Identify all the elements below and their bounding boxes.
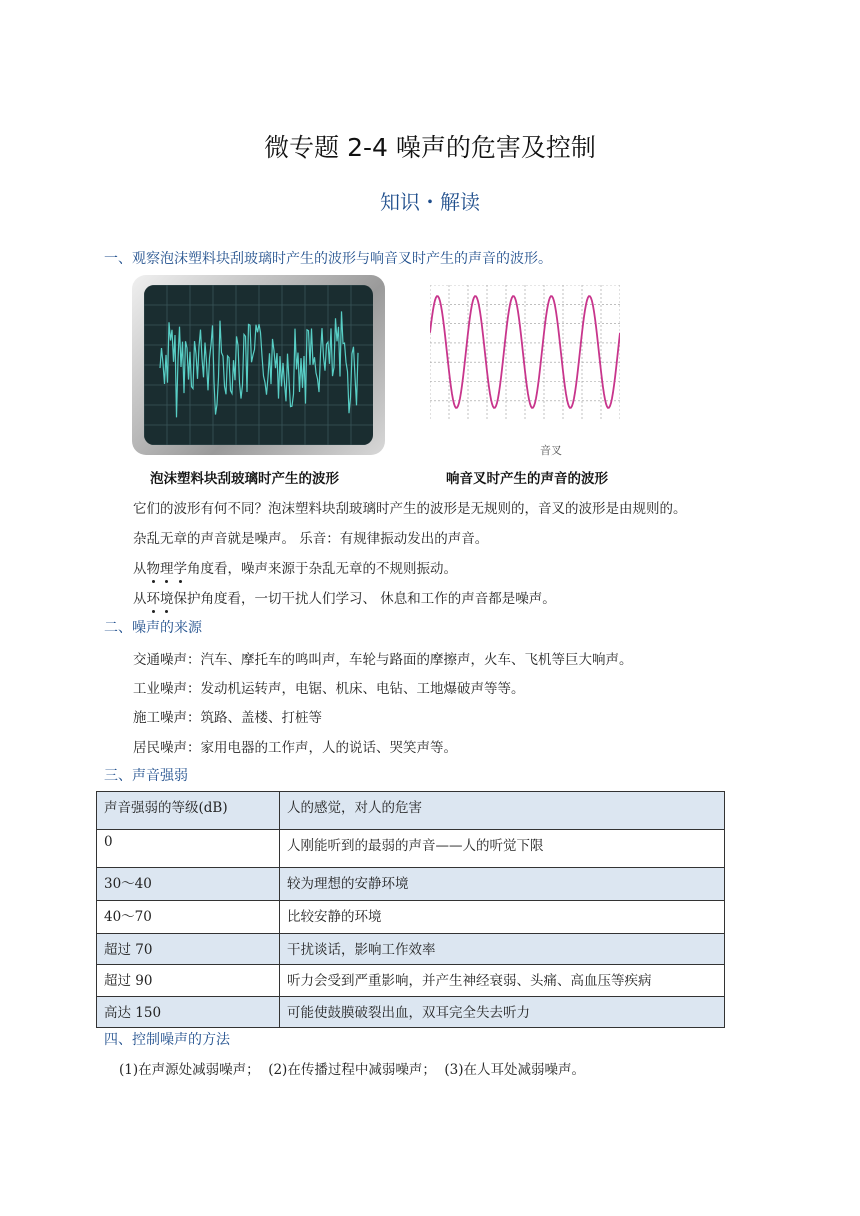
emphasis-char: 环 xyxy=(146,591,160,607)
para4-pre: 从 xyxy=(133,591,147,607)
fork-label: 音叉 xyxy=(540,444,562,457)
table-row xyxy=(97,868,725,901)
noise-source-traffic: 交通噪声：汽车、摩托车的鸣叫声，车轮与路面的摩擦声，火车、飞机等巨大响声。 xyxy=(133,652,633,668)
sound-level-table xyxy=(96,791,725,1028)
para3-pre: 从 xyxy=(133,561,147,577)
table-cell-level: 30～40 xyxy=(97,868,280,901)
sine-wave xyxy=(430,296,620,408)
noise-source-construction: 施工噪声：筑路、盖楼、打桩等 xyxy=(133,710,322,726)
table-row xyxy=(97,934,725,965)
noise-waveform xyxy=(144,285,373,445)
emphasis-physics xyxy=(147,561,188,577)
emphasis-char: 物 xyxy=(146,561,160,577)
table-cell-effect: 人的感觉，对人的危害 xyxy=(280,792,725,830)
table-cell-effect: 干扰谈话，影响工作效率 xyxy=(280,934,725,965)
table-cell-level: 高达 150 xyxy=(97,997,280,1028)
table-row xyxy=(97,901,725,934)
section3-heading: 三、声音强弱 xyxy=(104,768,188,784)
emphasis-char: 境 xyxy=(160,591,174,607)
table-cell-level: 超过 90 xyxy=(97,965,280,997)
table-cell-level: 超过 70 xyxy=(97,934,280,965)
emphasis-char: 理 xyxy=(160,561,174,577)
table-row xyxy=(97,792,725,830)
emphasis-char: 学 xyxy=(173,561,187,577)
para3-post: 角度看，噪声来源于杂乱无章的不规则振动。 xyxy=(187,561,457,577)
caption-noise: 泡沫塑料块刮玻璃时产生的波形 xyxy=(150,471,339,487)
table-cell-effect: 比较安静的环境 xyxy=(280,901,725,934)
table-row xyxy=(97,997,725,1028)
table-cell-level: 40～70 xyxy=(97,901,280,934)
table-cell-effect: 可能使鼓膜破裂出血，双耳完全失去听力 xyxy=(280,997,725,1028)
tuning-fork-waveform xyxy=(430,285,620,420)
section1-heading: 一、观察泡沫塑料块刮玻璃时产生的波形与响音叉时产生的声音的波形。 xyxy=(104,251,552,267)
section2-heading: 二、噪声的来源 xyxy=(104,620,202,636)
section4-heading: 四、控制噪声的方法 xyxy=(104,1032,230,1048)
table-row xyxy=(97,830,725,868)
paragraph-definition: 杂乱无章的声音就是噪声。 乐音：有规律振动发出的声音。 xyxy=(133,531,489,547)
page-title: 微专题 2-4 噪声的危害及控制 xyxy=(264,133,596,162)
paragraph-compare: 它们的波形有何不同？泡沫塑料块刮玻璃时产生的波形是无规则的，音叉的波形是由规则的。 xyxy=(133,501,687,517)
oscilloscope-screen xyxy=(144,285,373,445)
emphasis-environment xyxy=(147,591,174,607)
oscilloscope-noise-image xyxy=(132,275,385,455)
table-row xyxy=(97,965,725,997)
caption-fork: 响音叉时产生的声音的波形 xyxy=(446,471,608,487)
page-subtitle: 知识・解读 xyxy=(380,190,480,214)
noise-control-methods: (1)在声源处减弱噪声； (2)在传播过程中减弱噪声； (3)在人耳处减弱噪声。 xyxy=(119,1062,586,1078)
table-cell-effect: 人刚能听到的最弱的声音——人的听觉下限 xyxy=(280,830,725,868)
noise-source-industry: 工业噪声：发动机运转声，电锯、机床、电钻、工地爆破声等等。 xyxy=(133,681,525,697)
table-cell-effect: 较为理想的安静环境 xyxy=(280,868,725,901)
table-cell-effect: 听力会受到严重影响，并产生神经衰弱、头痛、高血压等疾病 xyxy=(280,965,725,997)
paragraph-physics-view xyxy=(133,557,457,577)
para4-post: 保护角度看，一切干扰人们学习、 休息和工作的声音都是噪声。 xyxy=(173,591,556,607)
noise-source-residential: 居民噪声：家用电器的工作声，人的说话、哭笑声等。 xyxy=(133,740,457,756)
table-cell-level: 声音强弱的等级(dB) xyxy=(97,792,280,830)
table-cell-level: 0 xyxy=(97,830,280,868)
paragraph-environment-view xyxy=(133,587,556,607)
